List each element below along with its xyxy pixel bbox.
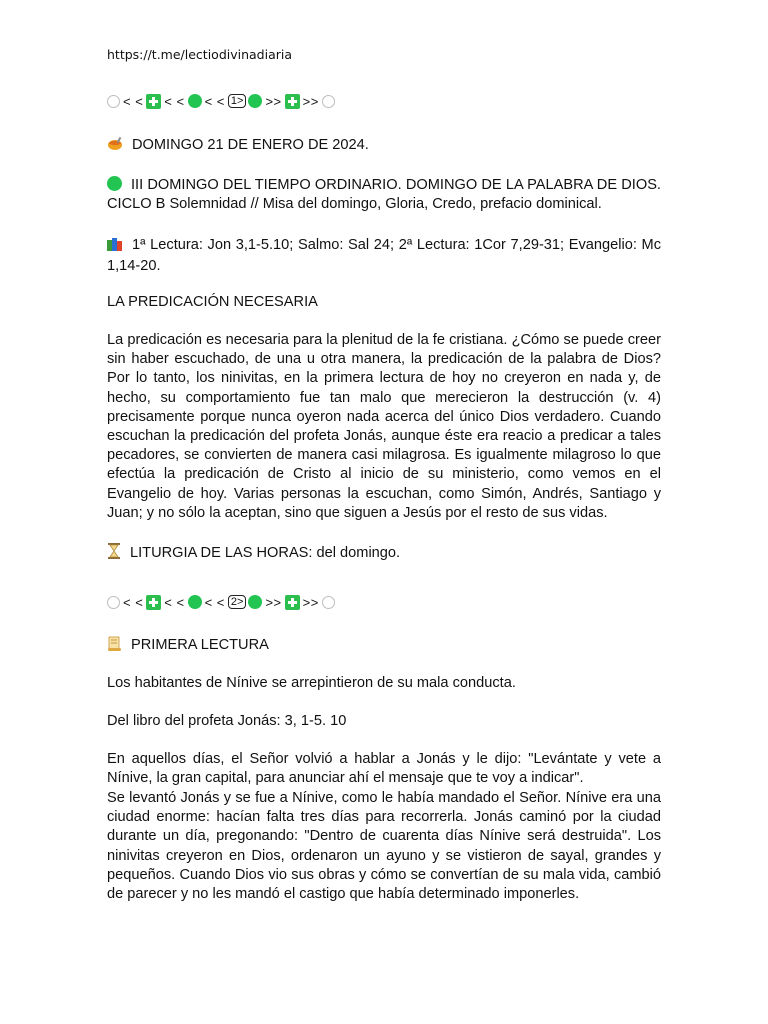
first-reading-summary: Los habitantes de Nínive se arrepintieron de su mala conducta. bbox=[107, 675, 516, 691]
nav-arrows: < < bbox=[123, 594, 144, 610]
green-circle-icon bbox=[248, 595, 262, 609]
first-reading-heading bbox=[107, 635, 661, 657]
nav-arrows: < < bbox=[123, 93, 144, 109]
white-circle-icon bbox=[322, 95, 335, 108]
first-reading-source: Del libro del profeta Jonás: 3, 1-5. 10 bbox=[107, 713, 347, 729]
white-circle-icon bbox=[107, 95, 120, 108]
green-circle-icon bbox=[107, 176, 122, 191]
celebration-paragraph bbox=[107, 176, 661, 214]
page-number-badge: 2> bbox=[228, 595, 247, 609]
liturgy-text: LITURGIA DE LAS HORAS: del domingo. bbox=[130, 545, 401, 561]
page-number-badge: 1> bbox=[228, 94, 247, 108]
nav-arrows: < < bbox=[204, 93, 225, 109]
white-circle-icon bbox=[322, 596, 335, 609]
green-square-plus-icon bbox=[285, 595, 300, 610]
white-circle-icon bbox=[107, 596, 120, 609]
pot-of-food-icon bbox=[107, 135, 123, 157]
date-line bbox=[107, 135, 661, 157]
scroll-icon bbox=[107, 635, 122, 657]
nav-arrows: < < bbox=[164, 93, 185, 109]
nav-arrows: < < bbox=[164, 594, 185, 610]
reflection-paragraph: La predicación es necesaria para la plenitud de la fe cristiana. ¿Cómo se puede creer sin haber escuchado, de una u otra manera, la predicación de la palabra de Dios? Por lo tanto, los ninivitas, en la primera lectura de hoy no creyeron en nada y, de hecho, su comportamiento fue tan malo que merecieron la destrucción (v. 4) precisamente porque nunca oyeron nada acerca del único Dios verdadero. Cuando escuchan la predicación del profeta Jonás, aunque éste era reacio a predicar a tales pecadores, se convierten de manera casi milagrosa. Es igualmente milagroso lo que efectúa la predicación de Cristo al inicio de su ministerio, como vemos en el Evangelio de hoy. Varias personas la escuchan, como Simón, Andrés, Santiago y Juan; y no sólo la aceptan, sino que siguen a Jesús por el resto de sus vidas. bbox=[107, 332, 661, 521]
telegram-link[interactable]: https://t.me/lectiodivinadiaria bbox=[107, 47, 293, 62]
hourglass-icon bbox=[107, 543, 121, 565]
green-square-plus-icon bbox=[146, 94, 161, 109]
nav-arrows: >> bbox=[265, 594, 282, 610]
green-circle-icon bbox=[188, 595, 202, 609]
date-text: DOMINGO 21 DE ENERO DE 2024. bbox=[132, 137, 369, 153]
nav-row-1 bbox=[107, 92, 335, 110]
first-reading-heading-text: PRIMERA LECTURA bbox=[131, 637, 269, 653]
section-title: LA PREDICACIÓN NECESARIA bbox=[107, 294, 318, 310]
green-circle-icon bbox=[248, 94, 262, 108]
nav-arrows: >> bbox=[302, 594, 319, 610]
celebration-text: III DOMINGO DEL TIEMPO ORDINARIO. DOMINGO DE LA PALABRA DE DIOS. CICLO B Solemnidad // Misa del domingo, Gloria, Credo, prefacio dominical. bbox=[107, 177, 661, 213]
nav-arrows: >> bbox=[302, 93, 319, 109]
nav-arrows: < < bbox=[204, 594, 225, 610]
green-circle-icon bbox=[188, 94, 202, 108]
nav-arrows: >> bbox=[265, 93, 282, 109]
readings-paragraph bbox=[107, 236, 661, 276]
green-square-plus-icon bbox=[285, 94, 300, 109]
nav-row-2 bbox=[107, 593, 335, 611]
first-reading-paragraph-2: Se levantó Jonás y se fue a Nínive, como le había mandado el Señor. Nínive era una ciudad enorme: hacían falta tres días para recorrerla. Jonás caminó por la ciudad durante un día, pregonando: "Dentro de cuarenta días Nínive será destruida". Los ninivitas creyeron en Dios, ordenaron un ayuno y se vistieron de sayal, grandes y pequeños. Cuando Dios vio sus obras y cómo se convertían de su mala vida, cambió de parecer y no les mandó el castigo que había determinado imponerles. bbox=[107, 790, 661, 903]
green-square-plus-icon bbox=[146, 595, 161, 610]
readings-text: 1ª Lectura: Jon 3,1-5.10; Salmo: Sal 24; 2ª Lectura: 1Cor 7,29-31; Evangelio: Mc 1,14-20. bbox=[107, 237, 661, 275]
liturgy-line bbox=[107, 543, 661, 565]
first-reading-paragraph-1: En aquellos días, el Señor volvió a hablar a Jonás y le dijo: "Levántate y vete a Nínive, la gran capital, para anunciar ahí el mensaje que te voy a indicar". bbox=[107, 751, 661, 787]
books-icon bbox=[107, 236, 123, 257]
